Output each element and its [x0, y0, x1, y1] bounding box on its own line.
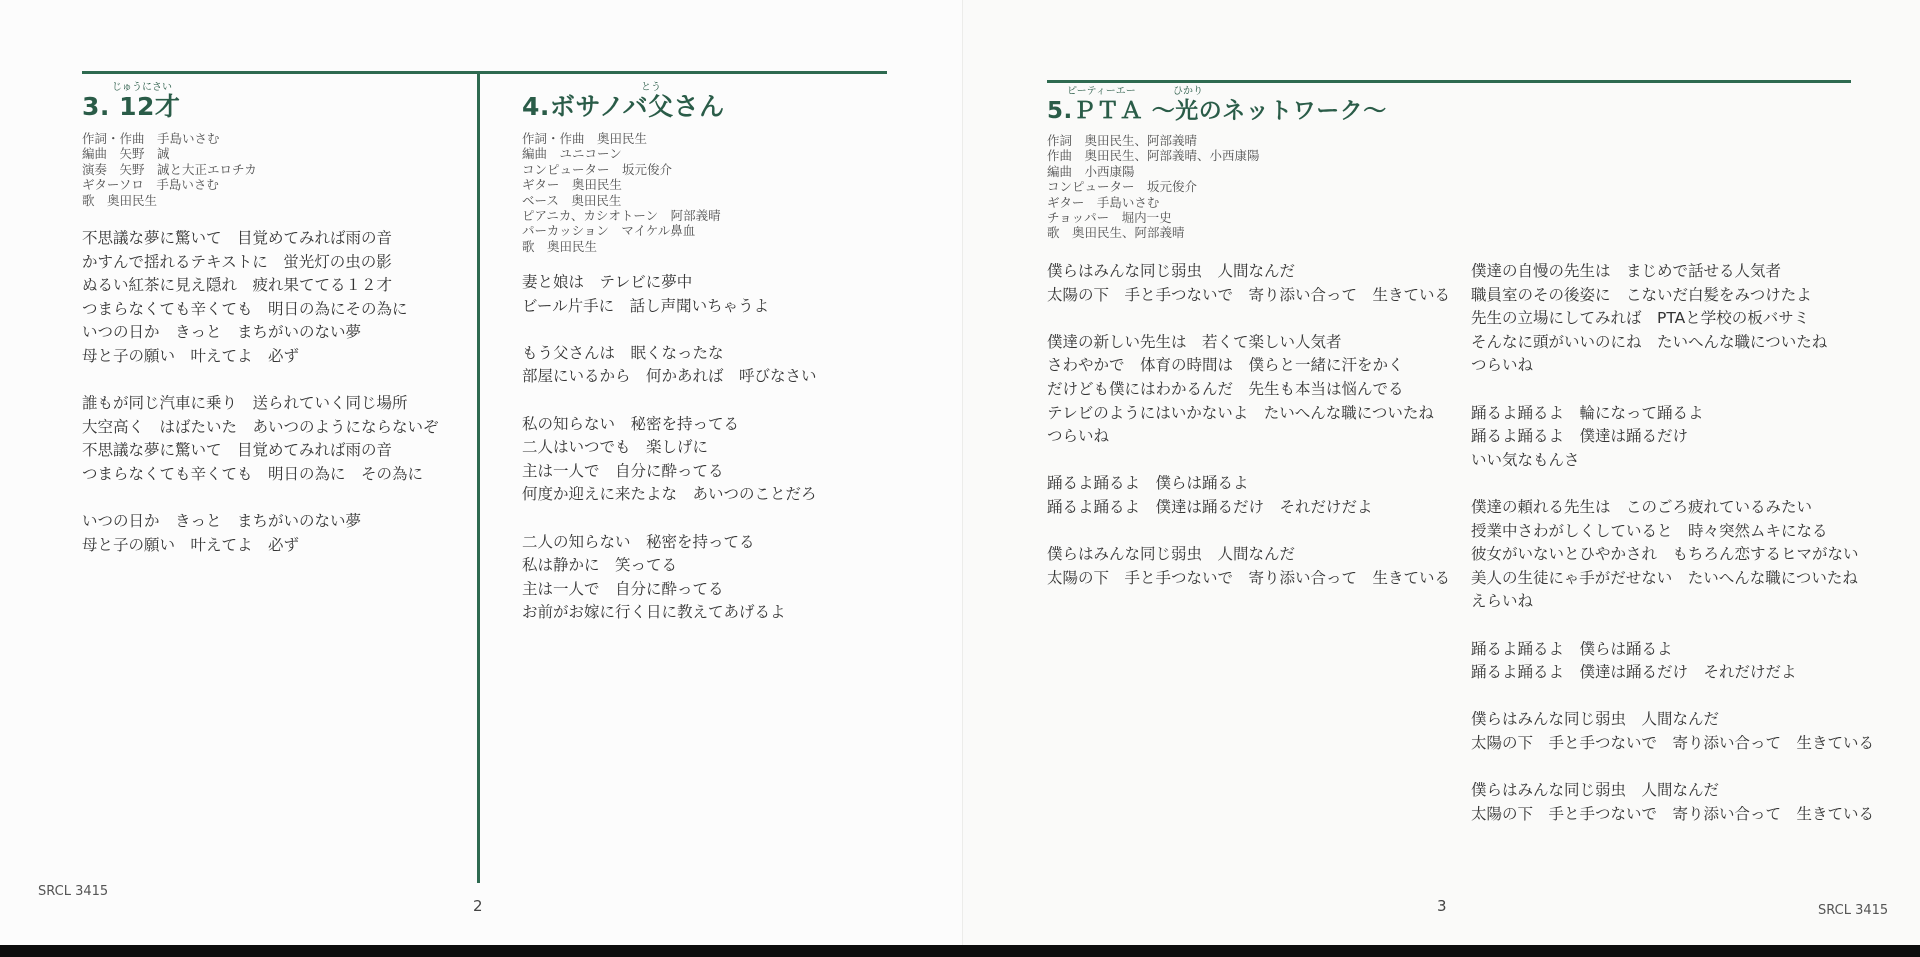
catalog-number-right: SRCL 3415	[1818, 903, 1889, 918]
lyric-line: テレビのようにはいかないよ たいへんな職についたね	[1047, 403, 1434, 422]
credit-line: 編曲 小西康陽	[1047, 163, 1135, 179]
lyric-line: 僕達の頼れる先生は このごろ疲れているみたい	[1471, 497, 1813, 516]
lyric-line: いい気なもんさ	[1471, 450, 1580, 469]
song5-lyrics-col1	[1047, 260, 1450, 590]
stanza	[1471, 708, 1874, 755]
lyric-line: つらいね	[1471, 356, 1534, 375]
stanza	[522, 271, 817, 318]
lyric-line: もう父さんは 眠くなったな	[522, 343, 724, 362]
stanza	[1471, 779, 1874, 826]
credit-line: 歌 奥田民生	[522, 238, 598, 254]
lyric-line: 僕達の新しい先生は 若くて楽しい人気者	[1047, 332, 1342, 351]
song5-ruby-hikari: ひかり	[1173, 86, 1203, 97]
stanza	[522, 531, 817, 625]
credit-line: 演奏 矢野 誠と大正エロチカ	[82, 161, 257, 177]
lyric-line: 踊るよ踊るよ 僕らは踊るよ	[1471, 639, 1673, 658]
lyric-line: 職員室のその後姿に こないだ白髪をみつけたよ	[1471, 285, 1812, 304]
lyric-line: 彼女がいないとひやかされ もちろん恋するヒマがない	[1471, 545, 1859, 564]
credit-line: 作詞・作曲 奥田民生	[522, 131, 648, 146]
lyric-line: 美人の生徒にゃ手がだせない たいへんな職についたね	[1471, 568, 1858, 587]
lyric-line: ぬるい紅茶に見え隠れ 疲れ果ててる１２才	[82, 276, 393, 295]
song5-title: 5.ＰＴＡ 〜光のネットワーク〜	[1047, 98, 1387, 124]
lyric-line: つまらなくても辛くても 明日の為に その為に	[82, 464, 424, 483]
lyric-line: 何度か迎えに来たよな あいつのことだろ	[522, 485, 817, 504]
lyric-line: 不思議な夢に驚いて 目覚めてみれば雨の音	[82, 441, 393, 460]
left-page	[0, 0, 962, 945]
lyric-line: いつの日か きっと まちがいのない夢	[82, 512, 362, 531]
song4-title: 4.ボサノバ父さん	[522, 92, 725, 121]
lyric-line: 二人はいつでも 楽しげに	[522, 438, 709, 457]
stanza	[522, 413, 817, 507]
lyric-line: 僕らはみんな同じ弱虫 人間なんだ	[1471, 781, 1720, 800]
credit-line: ピアニカ、カシオトーン 阿部義晴	[522, 208, 721, 224]
column-divider	[477, 71, 480, 883]
lyric-line: 僕らはみんな同じ弱虫 人間なんだ	[1047, 262, 1296, 280]
lyric-line: そんなに頭がいいのにね たいへんな職についたね	[1471, 332, 1828, 351]
lyric-line: 太陽の下 手と手つないで 寄り添い合って 生きている	[1471, 804, 1875, 823]
lyric-line: 僕らはみんな同じ弱虫 人間なんだ	[1047, 545, 1296, 564]
lyric-line: かすんで揺れるテキストに 蛍光灯の虫の影	[82, 252, 392, 271]
top-rule-left	[82, 71, 887, 74]
stanza	[1047, 472, 1450, 519]
lyric-line: 太陽の下 手と手つないで 寄り添い合って 生きている	[1047, 285, 1451, 304]
credit-line: 作詞・作曲 手島いさむ	[82, 131, 220, 146]
song5-credits	[1047, 133, 1260, 241]
song4-ruby: とう	[641, 82, 661, 93]
credit-line: 作曲 奥田民生、阿部義晴、小西康陽	[1047, 148, 1260, 164]
stanza	[82, 510, 439, 557]
lyric-line: 僕らはみんな同じ弱虫 人間なんだ	[1471, 710, 1720, 729]
lyric-line: 踊るよ踊るよ 輪になって踊るよ	[1471, 403, 1704, 422]
top-rule-right	[1047, 80, 1851, 83]
lyric-line: えらいね	[1471, 592, 1534, 611]
lyric-line: 私は静かに 笑ってる	[522, 556, 678, 575]
song3-ruby: じゅうにさい	[112, 82, 172, 93]
song3-lyrics	[82, 227, 439, 557]
lyric-line: 僕達の自慢の先生は まじめで話せる人気者	[1471, 262, 1782, 280]
lyric-line: 授業中さわがしくしていると 時々突然ムキになる	[1471, 521, 1828, 540]
lyric-line: 大空高く はばたいた あいつのようにならないぞ	[82, 417, 439, 436]
song4-credits	[522, 131, 721, 254]
credit-line: 歌 奥田民生、阿部義晴	[1047, 225, 1185, 241]
song5-lyrics-col2	[1471, 260, 1874, 826]
song5-ruby-pta: ピーティーエー	[1067, 86, 1136, 97]
credit-line: チョッパー 堀内一史	[1047, 210, 1172, 226]
lyric-line: ビール片手に 話し声聞いちゃうよ	[522, 296, 770, 315]
credit-line: パーカッション マイケル鼻血	[522, 223, 696, 239]
song3-title: 3. 12才	[82, 92, 181, 121]
stanza	[1471, 496, 1874, 614]
credit-line: ギター 手島いさむ	[1047, 194, 1160, 210]
lyric-line: だけども僕にはわかるんだ 先生も本当は悩んでる	[1047, 379, 1404, 398]
song4-lyrics	[522, 271, 817, 625]
stanza	[82, 227, 439, 369]
credit-line: ベース 奥田民生	[522, 192, 622, 208]
catalog-number-left: SRCL 3415	[38, 884, 109, 899]
lyric-line: 妻と娘は テレビに夢中	[522, 273, 693, 291]
lyric-line: 太陽の下 手と手つないで 寄り添い合って 生きている	[1047, 568, 1451, 587]
stanza	[82, 392, 439, 486]
lyric-line: 誰もが同じ汽車に乗り 送られていく同じ場所	[82, 394, 408, 413]
lyric-line: 踊るよ踊るよ 僕達は踊るだけ それだけだよ	[1471, 663, 1797, 682]
right-page	[962, 0, 1920, 945]
credit-line: 歌 奥田民生	[82, 192, 158, 208]
stanza	[1047, 543, 1450, 590]
credit-line: 編曲 ユニコーン	[522, 146, 622, 162]
credit-line: コンピューター 坂元俊介	[1047, 179, 1198, 195]
stanza	[1047, 260, 1450, 307]
credit-line: 作詞 奥田民生、阿部義晴	[1047, 133, 1198, 148]
page-number-left: 2	[473, 897, 483, 915]
song3-credits	[82, 131, 257, 208]
lyric-line: 太陽の下 手と手つないで 寄り添い合って 生きている	[1471, 733, 1875, 752]
lyric-line: つらいね	[1047, 427, 1110, 446]
stanza	[1047, 331, 1450, 449]
credit-line: ギターソロ 手島いさむ	[82, 177, 219, 193]
lyric-line: 私の知らない 秘密を持ってる	[522, 414, 740, 433]
lyric-line: 主は一人で 自分に酔ってる	[522, 461, 724, 480]
credit-line: コンピューター 坂元俊介	[522, 161, 673, 177]
stanza	[1471, 260, 1874, 378]
lyric-line: さわやかで 体育の時間は 僕らと一緒に汗をかく	[1047, 356, 1404, 375]
lyric-line: 踊るよ踊るよ 僕達は踊るだけ	[1471, 427, 1689, 446]
stanza	[1471, 638, 1874, 685]
lyric-line: 二人の知らない 秘密を持ってる	[522, 532, 755, 551]
stanza	[522, 342, 817, 389]
lyric-line: 母と子の願い 叶えてよ 必ず	[82, 535, 300, 554]
lyric-line: 先生の立場にしてみれば PTAと学校の板バサミ	[1471, 309, 1810, 328]
lyric-line: つまらなくても辛くても 明日の為にその為に	[82, 299, 408, 318]
stanza	[1471, 402, 1874, 473]
lyric-line: 部屋にいるから 何かあれば 呼びなさい	[522, 367, 817, 386]
lyric-line: 主は一人で 自分に酔ってる	[522, 579, 724, 598]
lyric-line: お前がお嫁に行く日に教えてあげるよ	[522, 603, 786, 622]
lyric-line: 踊るよ踊るよ 僕達は踊るだけ それだけだよ	[1047, 497, 1373, 516]
lyric-line: 母と子の願い 叶えてよ 必ず	[82, 346, 300, 365]
credit-line: ギター 奥田民生	[522, 177, 622, 193]
lyric-line: 不思議な夢に驚いて 目覚めてみれば雨の音	[82, 229, 393, 247]
credit-line: 編曲 矢野 誠	[82, 146, 170, 162]
lyric-line: 踊るよ踊るよ 僕らは踊るよ	[1047, 474, 1249, 493]
lyric-line: いつの日か きっと まちがいのない夢	[82, 323, 362, 342]
page-number-right: 3	[1437, 897, 1447, 915]
